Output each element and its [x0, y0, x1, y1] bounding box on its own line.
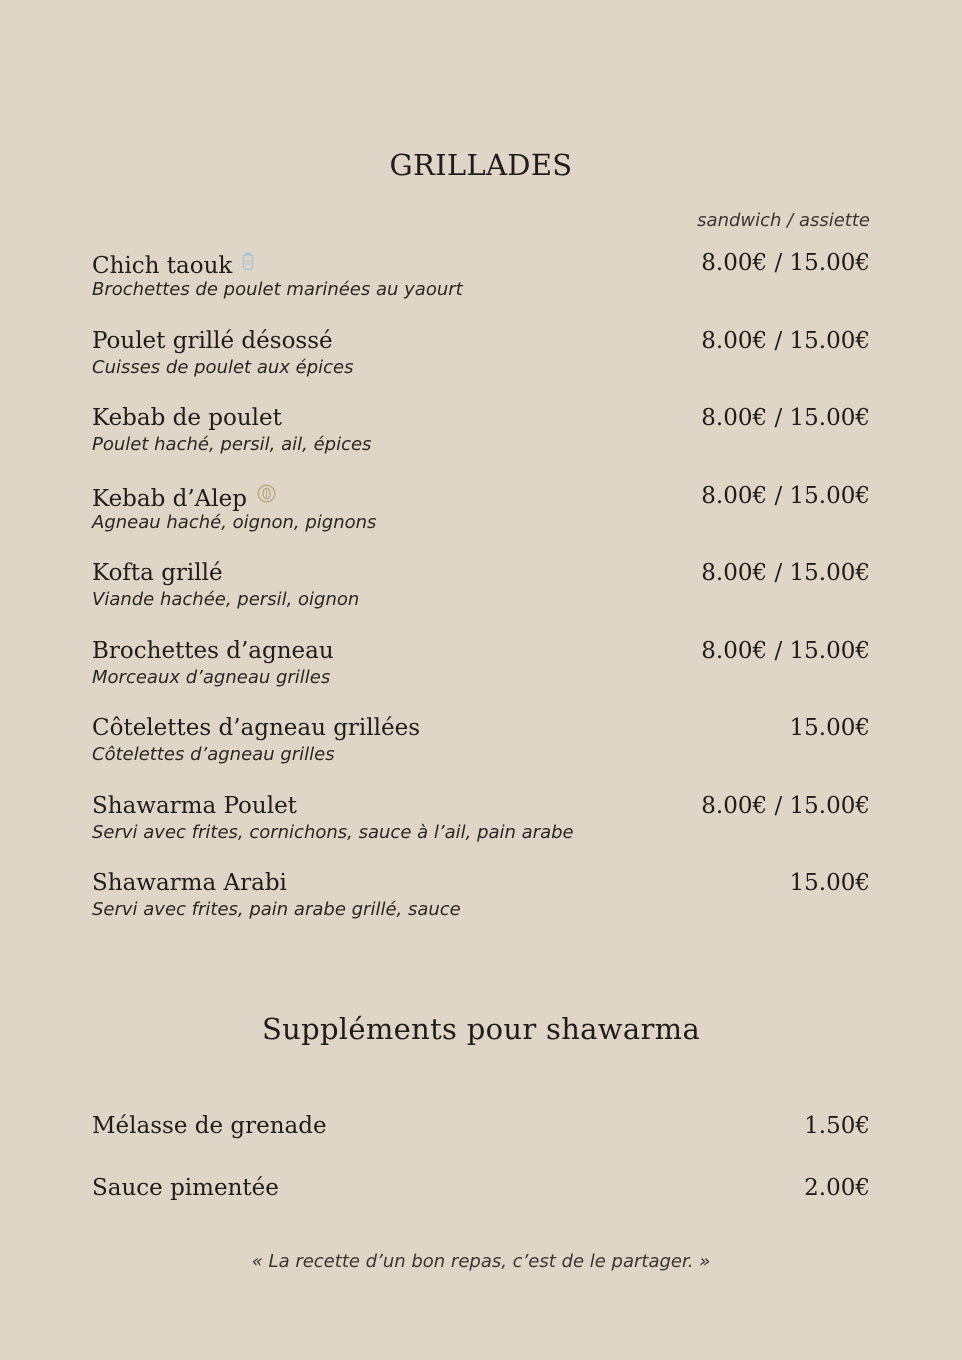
item-name: Chich taouk: [92, 253, 233, 279]
item-description: Cuisses de poulet aux épices: [92, 357, 354, 378]
item-price: 15.00€: [789, 870, 870, 896]
item-name: Côtelettes d’agneau grillées: [92, 715, 421, 741]
item-description: Morceaux d’agneau grilles: [92, 667, 331, 688]
item-description: Servi avec frites, pain arabe grillé, sauce: [92, 899, 461, 920]
supplement-price: 1.50€: [804, 1113, 870, 1139]
item-name: Shawarma Poulet: [92, 793, 297, 819]
item-description: Agneau haché, oignon, pignons: [92, 512, 377, 533]
price-column-header: sandwich / assiette: [697, 210, 870, 231]
supplement-item: [92, 1175, 870, 1207]
item-price: 8.00€ / 15.00€: [701, 405, 870, 431]
item-description: Poulet haché, persil, ail, épices: [92, 434, 372, 455]
menu-item: [92, 328, 870, 388]
menu-item: [92, 870, 870, 930]
supplement-name: Sauce pimentée: [92, 1175, 279, 1201]
item-price: 8.00€ / 15.00€: [701, 560, 870, 586]
item-description: Brochettes de poulet marinées au yaourt: [92, 279, 463, 300]
menu-item: [92, 715, 870, 775]
item-description: Viande hachée, persil, oignon: [92, 589, 360, 610]
supplement-item: [92, 1113, 870, 1145]
footer-quote: « La recette d’un bon repas, c’est de le partager. »: [251, 1251, 711, 1272]
section-title-supplements: Suppléments pour shawarma: [261, 1012, 701, 1046]
item-price: 8.00€ / 15.00€: [701, 328, 870, 354]
nut-icon: [257, 483, 276, 509]
supplement-name: Mélasse de grenade: [92, 1113, 327, 1139]
supplement-price: 2.00€: [804, 1175, 870, 1201]
menu-item: [92, 793, 870, 853]
item-price: 15.00€: [789, 715, 870, 741]
item-description: Servi avec frites, cornichons, sauce à l’ail, pain arabe: [92, 822, 574, 843]
item-price: 8.00€ / 15.00€: [701, 793, 870, 819]
section-title-grillades: GRILLADES: [389, 148, 573, 182]
item-name: Brochettes d’agneau: [92, 638, 334, 664]
item-name: Kebab d’Alep: [92, 486, 247, 512]
yogurt-icon: [242, 250, 254, 276]
menu-item: [92, 483, 870, 543]
menu-item: [92, 560, 870, 620]
item-description: Côtelettes d’agneau grilles: [92, 744, 335, 765]
item-name: Kofta grillé: [92, 560, 223, 586]
item-name: Kebab de poulet: [92, 405, 282, 431]
item-name: Shawarma Arabi: [92, 870, 287, 896]
item-name: Poulet grillé désossé: [92, 328, 333, 354]
menu-item: [92, 250, 870, 310]
menu-item: [92, 638, 870, 698]
menu-item: [92, 405, 870, 465]
item-price: 8.00€ / 15.00€: [701, 638, 870, 664]
item-price: 8.00€ / 15.00€: [701, 483, 870, 509]
item-price: 8.00€ / 15.00€: [701, 250, 870, 276]
